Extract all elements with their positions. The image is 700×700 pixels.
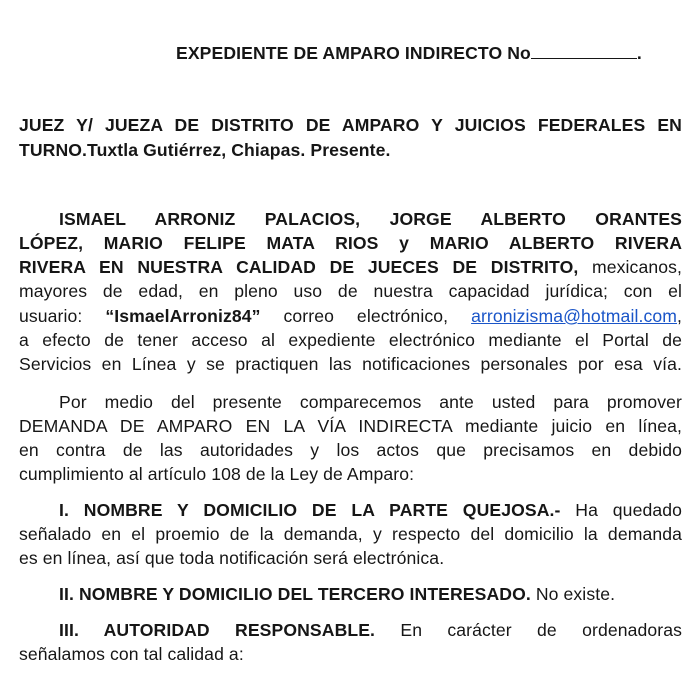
expediente-label: EXPEDIENTE DE AMPARO INDIRECTO No [176,43,531,63]
para2-line-2: DEMANDA DE AMPARO EN LA VÍA INDIRECTA mediante juicio en línea, [19,416,682,436]
section2-line: II. NOMBRE Y DOMICILIO DEL TERCERO INTERESADO. No existe. [59,584,616,604]
section1-line-3: es en línea, así que toda notificación será electrónica. [19,548,445,568]
para2-line-3: en contra de las autoridades y los actos que precisamos en debido [19,440,682,460]
para2-line-4: cumplimiento al artículo 108 de la Ley de Amparo: [19,464,415,484]
section1-line-2: señalado en el proemio de la demanda, y respecto del domicilio la demanda [19,524,682,544]
expediente-heading [176,42,642,64]
section1-line-1: I. NOMBRE Y DOMICILIO DE LA PARTE QUEJOSA.- Ha quedado [59,500,682,520]
section3-line-2: señalamos con tal calidad a: [19,644,244,664]
para2-line-1: Por medio del presente comparecemos ante usted para promover [59,392,682,412]
section3-heading: III. AUTORIDAD RESPONSABLE. [59,620,376,640]
addressee-line-1: JUEZ Y/ JUEZA DE DISTRITO DE AMPARO Y JUICIOS FEDERALES EN [19,115,682,135]
email-link[interactable]: arronizisma@hotmail.com [471,306,677,326]
intro-line-7: Servicios en Línea y se practiquen las notificaciones personales por esa vía. [19,354,682,374]
section2-heading: II. NOMBRE Y DOMICILIO DEL TERCERO INTERESADO. [59,584,531,604]
expediente-suffix: . [636,43,642,63]
section3-line-1: III. AUTORIDAD RESPONSABLE. En carácter de ordenadoras [59,620,682,640]
intro-line-3: RIVERA EN NUESTRA CALIDAD DE JUECES DE DISTRITO, mexicanos, [19,257,682,277]
intro-line-1: ISMAEL ARRONIZ PALACIOS, JORGE ALBERTO ORANTES [59,209,682,229]
expediente-number-blank [531,42,637,59]
intro-line-2: LÓPEZ, MARIO FELIPE MATA RIOS y MARIO ALBERTO RIVERA [19,233,682,253]
section1-heading: I. NOMBRE Y DOMICILIO DE LA PARTE QUEJOSA.- [59,500,561,520]
username: “IsmaelArroniz84” [105,306,261,326]
addressee-line-2: TURNO.Tuxtla Gutiérrez, Chiapas. Presente. [19,140,391,160]
intro-line-4: mayores de edad, en pleno uso de nuestra capacidad jurídica; con el [19,281,682,301]
intro-line-6: a efecto de tener acceso al expediente electrónico mediante el Portal de [19,330,682,350]
intro-line-5: usuario: “IsmaelArroniz84” correo electrónico, arronizisma@hotmail.com, [19,306,682,326]
